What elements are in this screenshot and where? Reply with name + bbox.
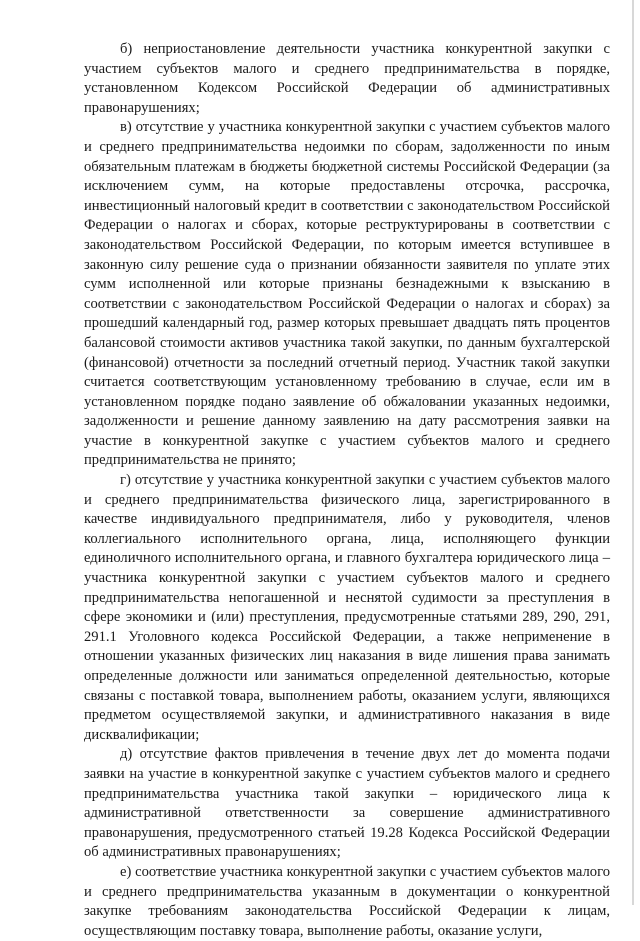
- document-page: [84, 40, 610, 941]
- paragraph-d: д) отсутствие фактов привлечения в течение двух лет до момента подачи заявки на участие в конкурентной закупке с участием субъектов малого и среднего предпринимательства участника такой закупки – юридического лица к административной ответственности за совершение административного правонарушения, предусмотренного статьей 19.28 Кодекса Российской Федерации об административных правонарушениях;: [84, 746, 610, 861]
- scan-edge-line: [632, 0, 634, 905]
- paragraph-e: е) соответствие участника конкурентной закупки с участием субъектов малого и среднего предпринимательства указанным в документации о конкурентной закупке требованиям законодательства Российской Федерации к лицам, осуществляющим поставку товара, выполнение работы, оказание услуги,: [84, 863, 610, 939]
- paragraph-g: г) отсутствие у участника конкурентной закупки с участием субъектов малого и среднего предпринимательства физического лица, зарегистрированного в качестве индивидуального предпринимателя, либо у руководителя, членов коллегиального исполнительного органа, лица, исполняющего функции единоличного исполнительного органа, и главного бухгалтера юридического лица – участника конкурентной закупки с участием субъектов малого и среднего предпринимательства непогашенной и неснятой судимости за преступления в сфере экономики и (или) преступления, предусмотренные статьями 289, 290, 291, 291.1 Уголовного кодекса Российской Федерации, а также неприменение в отношении указанных физических лиц наказания в виде лишения права занимать определенные должности или заниматься определенной деятельностью, которые связаны с поставкой товара, выполнением работы, оказанием услуги, являющихся предметом осуществляемой закупки, и административного наказания в виде дисквалификации;: [84, 472, 610, 743]
- paragraph-b: б) неприостановление деятельности участника конкурентной закупки с участием субъектов малого и среднего предпринимательства в порядке, установленном Кодексом Российской Федерации об административных правонарушениях;: [84, 41, 610, 116]
- paragraph-v: в) отсутствие у участника конкурентной закупки с участием субъектов малого и среднего предпринимательства недоимки по сборам, задолженности по иным обязательным платежам в бюджеты бюджетной системы Российской Федерации (за исключением сумм, на которые предоставлены отсрочка, рассрочка, инвестиционный налоговый кредит в соответствии с законодательством Российской Федерации о налогах и сборах, которые реструктурированы в соответствии с законодательством Российской Федерации, по которым имеется вступившее в законную силу решение суда о признании обязанности заявителя по уплате этих сумм исполненной или которые признаны безнадежными к взысканию в соответствии с законодательством Российской Федерации о налогах и сборах) за прошедший календарный год, размер которых превышает двадцать пять процентов балансовой стоимости активов участника такой закупки, по данным бухгалтерской (финансовой) отчетности за последний отчетный период. Участник такой закупки считается соответствующим установленному требованию в случае, если им в установленном порядке подано заявление об обжаловании указанных недоимки, задолженности и решение данному заявлению на дату рассмотрения заявки на участие в конкурентной закупке с участием субъектов малого и среднего предпринимательства не принято;: [84, 119, 610, 469]
